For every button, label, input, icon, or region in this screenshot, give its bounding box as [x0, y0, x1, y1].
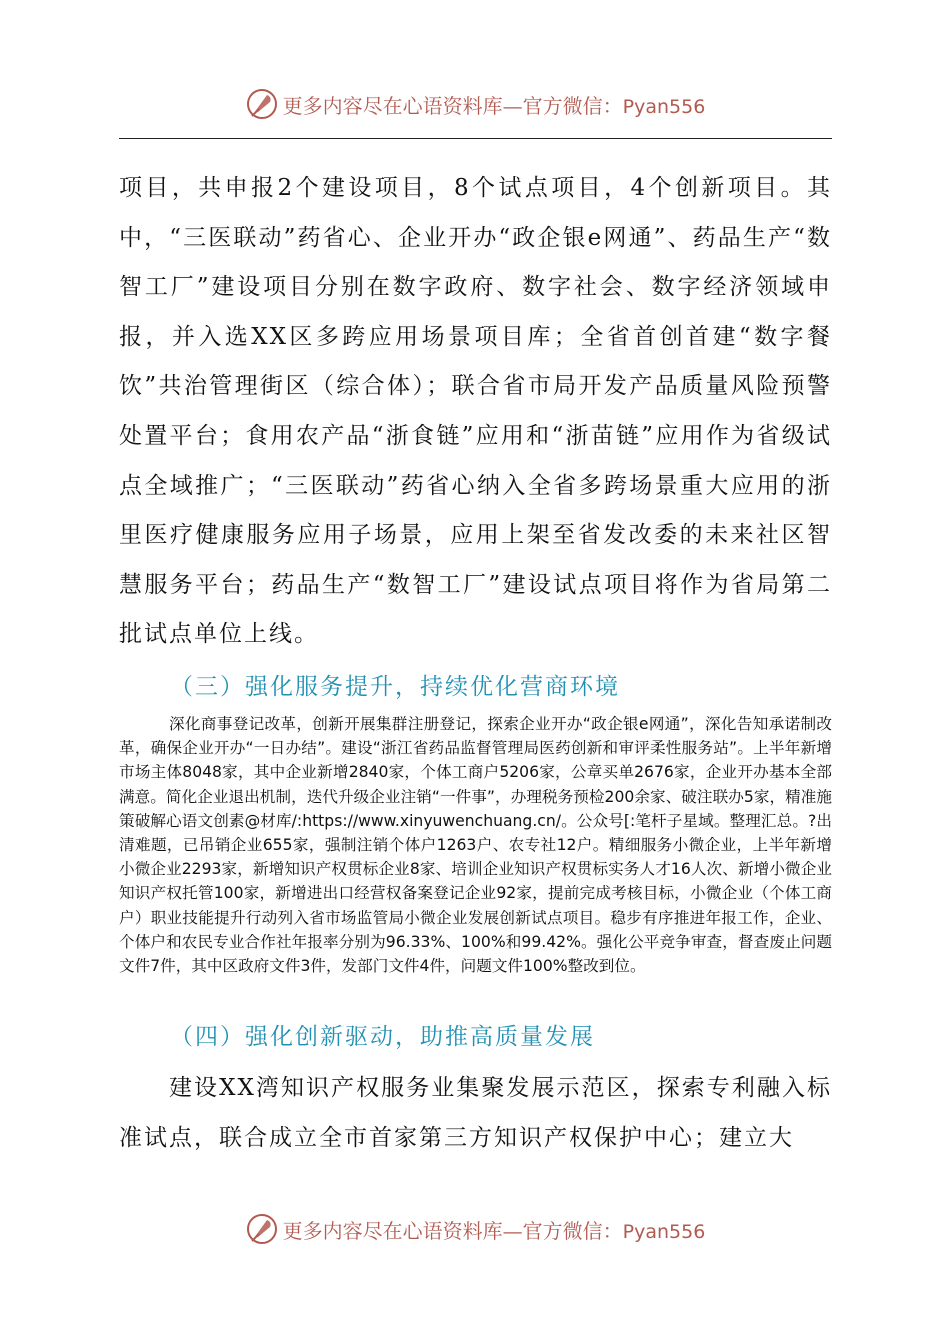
quill-logo-icon [245, 87, 279, 121]
section-heading-3: （三）强化服务提升，持续优化营商环境 [170, 674, 620, 700]
header-banner [0, 82, 950, 126]
paragraph-3: 建设XX湾知识产权服务业集聚发展示范区，探索专利融入标准试点，联合成立全市首家第三方知识产权保护中心；建立大 [119, 1075, 832, 1151]
footer-banner [0, 1207, 950, 1251]
header-wechat-id: Pyan556 [622, 95, 706, 118]
header-divider [119, 138, 832, 139]
paragraph-1: 项目，共申报2个建设项目，8个试点项目，4个创新项目。其中，“三医联动”药省心、企业开办“政企银e网通”、药品生产“数智工厂”建设项目分别在数字政府、数字社会、数字经济领域申报，并入选XX区多跨应用场景项目库；全省首创首建“数字餐饮”共治管理街区（综合体）；联合省市局开发产品质量风险预警处置平台；食用农产品“浙食链”应用和“浙苗链”应用作为省级试点全域推广；“三医联动”药省心纳入全省多跨场景重大应用的浙里医疗健康服务应用子场景，应用上架至省发改委的未来社区智慧服务平台；药品生产“数智工厂”建设试点项目将作为省局第二批试点单位上线。 [119, 175, 832, 648]
footer-wechat-id: Pyan556 [622, 1220, 706, 1243]
header-banner-text: 更多内容尽在心语资料库—官方微信：Pyan556 [282, 93, 706, 118]
quill-logo-icon [245, 1212, 279, 1246]
paragraph-2: 深化商事登记改革，创新开展集群注册登记，探索企业开办“政企银e网通”，深化告知承诺制改革，确保企业开办“一日办结”。建设“浙江省药品监督管理局医药创新和审评柔性服务站”。上半年新增市场主体8048家，其中企业新增2840家，个体工商户5206家，公章买单2676家，企业开办基本全部满意。简化企业退出机制，迭代升级企业注销“一件事”，办理税务预检200余家、破注联办5家，精准施策破解心语文创素@材库/:https://www.xinyuwenchuang.cn/。公众号[:笔杆子星域。整理汇总。?出清难题，已吊销企业655家，强制注销个体户1263户、农专社12户。精细服务小微企业，上半年新增小微企业2293家，新增知识产权贯标企业8家、培训企业知识产权贯标实务人才16人次、新增小微企业知识产权托管100家，新增进出口经营权备案登记企业92家，提前完成考核目标，小微企业（个体工商户）职业技能提升行动列入省市场监管局小微企业发展创新试点项目。稳步有序推进年报工作，企业、个体户和农民专业合作社年报率分别为96.33%、100%和99.42%。强化公平竞争审查，督查废止问题文件7件，其中区政府文件3件，发部门文件4件，问题文件100%整改到位。 [119, 715, 832, 976]
section-heading-4: （四）强化创新驱动，助推高质量发展 [170, 1024, 595, 1050]
footer-banner-text: 更多内容尽在心语资料库—官方微信：Pyan556 [282, 1218, 706, 1243]
